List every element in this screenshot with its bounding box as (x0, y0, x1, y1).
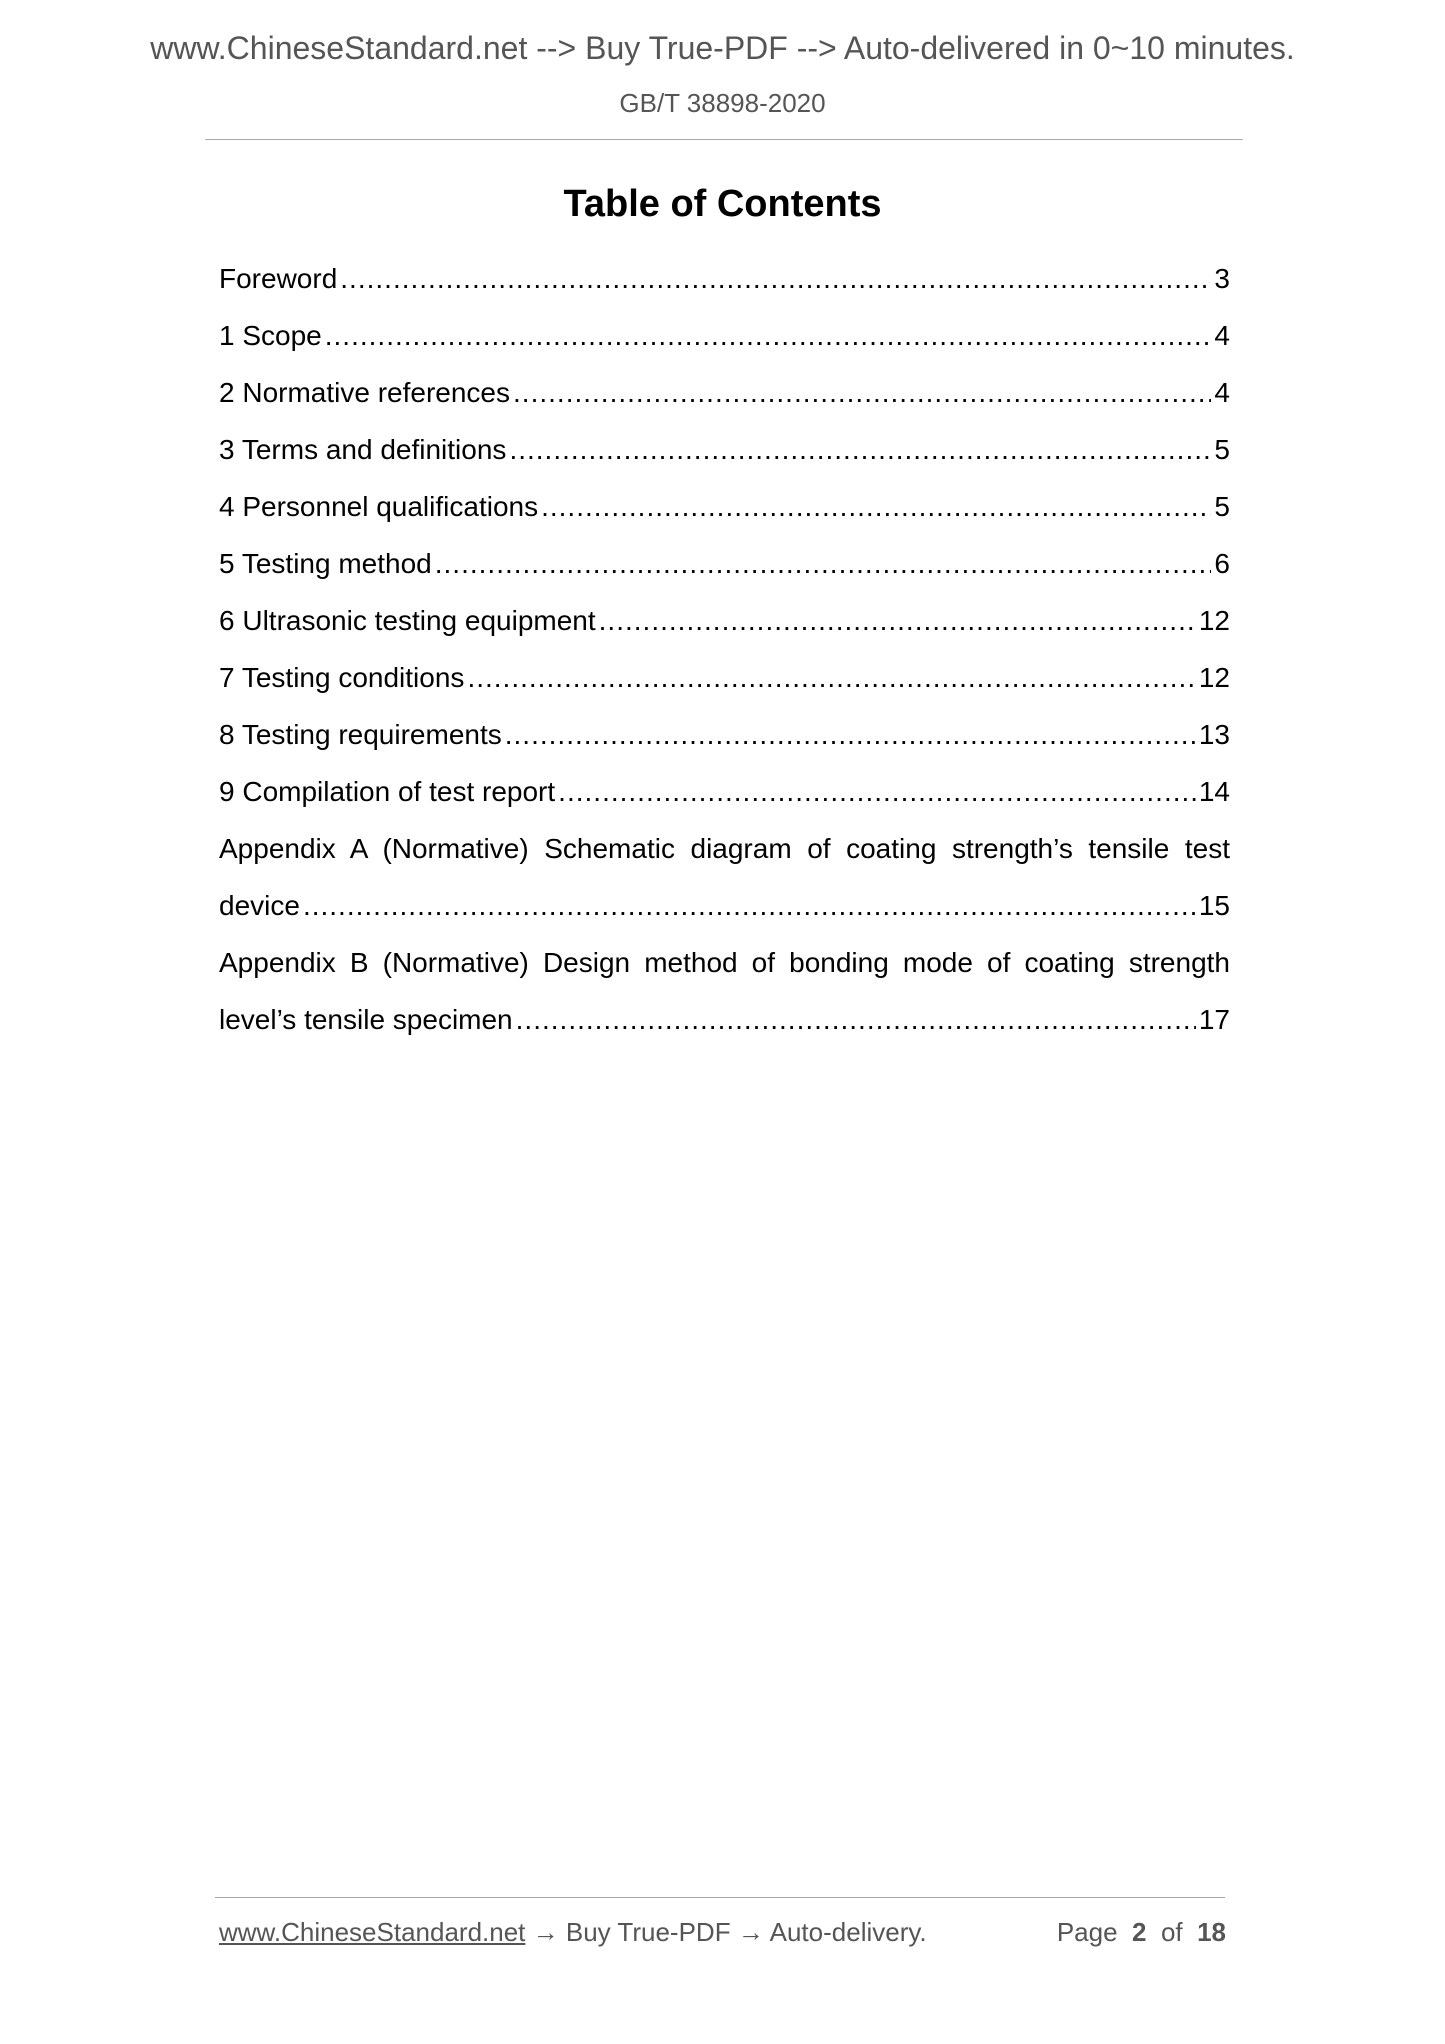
toc-entry-label-line1: Appendix B (Normative) Design method of bonding mode of coating strength (219, 947, 1230, 978)
toc-entry-testing-requirements[interactable] (219, 706, 1230, 763)
toc-entry-label-line2: device (219, 890, 300, 921)
toc-entry-appendix-b[interactable] (219, 934, 1230, 1048)
page-indicator (1057, 1917, 1226, 1948)
toc-entry-page: 3 (1214, 263, 1230, 294)
dot-leader (467, 649, 1195, 706)
table-of-contents (219, 250, 1230, 1048)
dot-leader (325, 307, 1212, 364)
toc-entry-testing-method[interactable] (219, 535, 1230, 592)
arrow-right-icon: → (532, 1917, 559, 1947)
toc-entry-normative-references[interactable] (219, 364, 1230, 421)
toc-entry-page: 13 (1198, 719, 1230, 750)
dot-leader (340, 250, 1211, 307)
dot-leader (558, 763, 1196, 820)
toc-entry-label: Foreword (219, 263, 338, 294)
toc-title: Table of Contents (563, 183, 882, 225)
toc-entry-label-line2-row (219, 991, 1230, 1048)
toc-entry-label-line1: Appendix A (Normative) Schematic diagram of coating strength’s tensile test (219, 833, 1230, 864)
footer-promo (219, 1917, 927, 1948)
toc-entry-page: 15 (1198, 890, 1230, 921)
dot-leader (516, 991, 1196, 1048)
toc-entry-label: 2 Normative references (219, 377, 511, 408)
footer-site-link[interactable]: www.ChineseStandard.net (219, 1917, 526, 1947)
dot-leader (435, 535, 1212, 592)
dot-leader (599, 592, 1196, 649)
standard-code: GB/T 38898-2020 (619, 88, 826, 118)
dot-leader (513, 364, 1211, 421)
toc-entry-page: 14 (1198, 776, 1230, 807)
dot-leader (505, 706, 1196, 763)
of-word: of (1160, 1917, 1183, 1947)
toc-entry-compilation-of-test-report[interactable] (219, 763, 1230, 820)
header-divider (205, 139, 1243, 140)
footer-divider (215, 1897, 1225, 1898)
footer-buy-text: Buy True-PDF (565, 1917, 731, 1947)
toc-entry-page: 5 (1214, 434, 1230, 465)
dot-leader (541, 478, 1211, 535)
toc-entry-label-line2-row (219, 877, 1230, 934)
arrow-right-icon: → (737, 1917, 764, 1947)
dot-leader (509, 421, 1211, 478)
toc-entry-label: 4 Personnel qualifications (219, 491, 539, 522)
toc-entry-label: 6 Ultrasonic testing equipment (219, 605, 596, 636)
toc-entry-page: 5 (1214, 491, 1230, 522)
toc-entry-scope[interactable] (219, 307, 1230, 364)
toc-entry-label-line2: level’s tensile specimen (219, 1004, 513, 1035)
toc-entry-label: 1 Scope (219, 320, 322, 351)
dot-leader (303, 877, 1196, 934)
header-banner: www.ChineseStandard.net --> Buy True-PDF --> Auto-delivered in 0~10 minutes. (150, 30, 1295, 66)
toc-entry-page: 12 (1198, 605, 1230, 636)
toc-entry-terms-and-definitions[interactable] (219, 421, 1230, 478)
footer-delivery-text: Auto-delivery. (769, 1917, 927, 1947)
toc-entry-page: 17 (1198, 1004, 1230, 1035)
page-word: Page (1056, 1917, 1118, 1947)
toc-entry-personnel-qualifications[interactable] (219, 478, 1230, 535)
toc-entry-page: 12 (1198, 662, 1230, 693)
toc-entry-label: 8 Testing requirements (219, 719, 502, 750)
toc-entry-page: 4 (1214, 320, 1230, 351)
toc-entry-page: 6 (1214, 548, 1230, 579)
toc-entry-foreword[interactable] (219, 250, 1230, 307)
toc-entry-label: 5 Testing method (219, 548, 432, 579)
toc-entry-label: 3 Terms and definitions (219, 434, 507, 465)
toc-entry-testing-conditions[interactable] (219, 649, 1230, 706)
current-page-number: 2 (1132, 1917, 1147, 1947)
toc-entry-appendix-a[interactable] (219, 820, 1230, 934)
toc-entry-ultrasonic-testing-equipment[interactable] (219, 592, 1230, 649)
total-page-count: 18 (1197, 1917, 1226, 1947)
toc-entry-label: 9 Compilation of test report (219, 776, 556, 807)
toc-entry-page: 4 (1214, 377, 1230, 408)
toc-entry-label: 7 Testing conditions (219, 662, 465, 693)
